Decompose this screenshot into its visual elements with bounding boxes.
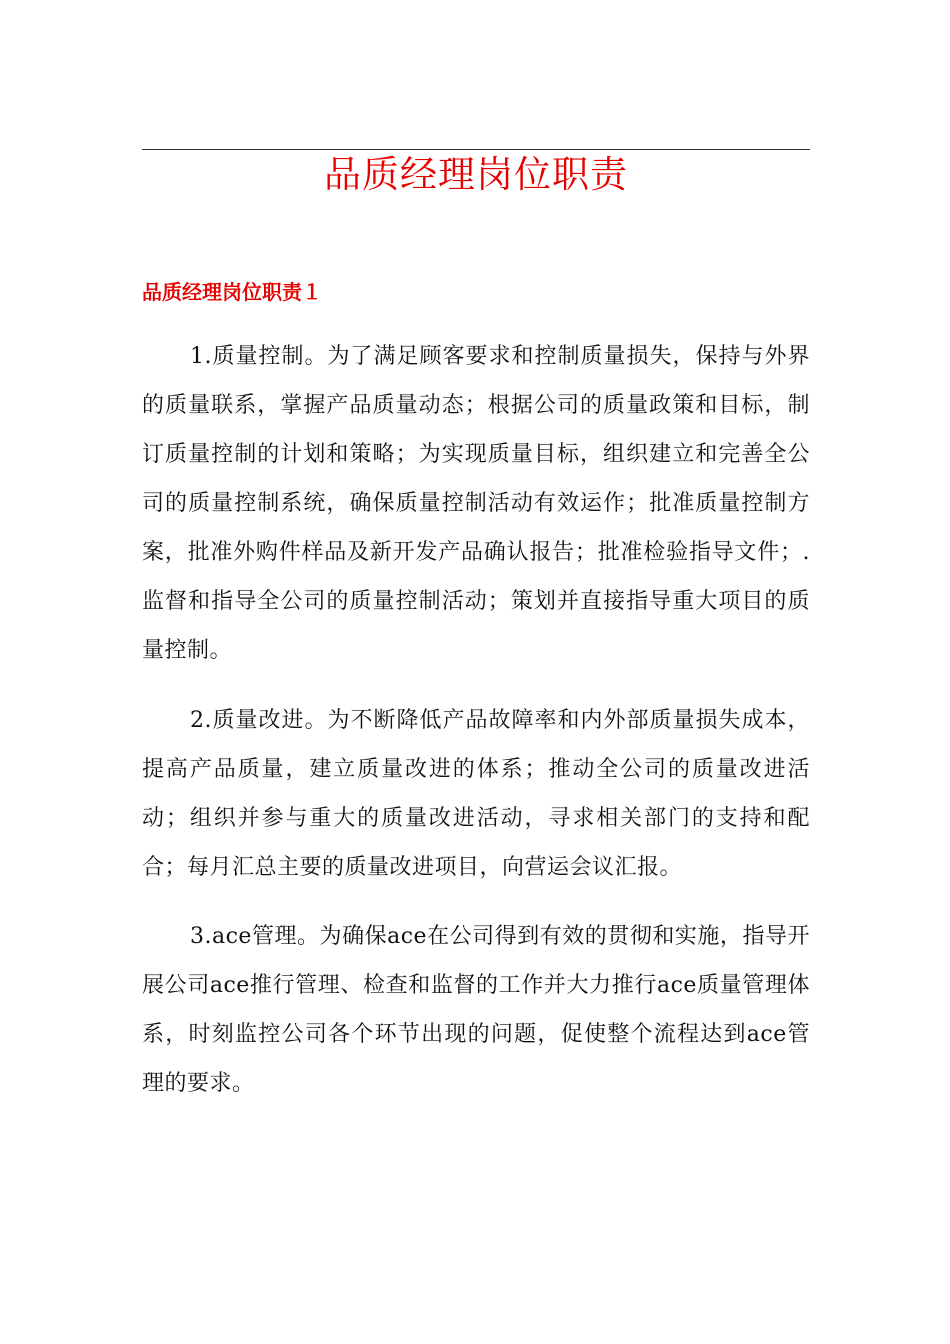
section-heading: 品质经理岗位职责１ (142, 280, 322, 304)
paragraph-quality-control: 1.质量控制。为了满足顾客要求和控制质量损失，保持与外界的质量联系，掌握产品质量动态；根据公司的质量政策和目标，制订质量控制的计划和策略；为实现质量目标，组织建立和完善全公司的质量控制系统，确保质量控制活动有效运作；批准质量控制方案，批准外购件样品及新开发产品确认报告；批准检验指导文件；.监督和指导全公司的质量控制活动；策划并直接指导重大项目的质量控制。 (142, 344, 810, 663)
paragraph-quality-improvement: 2.质量改进。为不断降低产品故障率和内外部质量损失成本，提高产品质量，建立质量改进的体系；推动全公司的质量改进活动；组织并参与重大的质量改进活动，寻求相关部门的支持和配合；每月汇总主要的质量改进项目，向营运会议汇报。 (142, 708, 810, 880)
page-title: 品质经理岗位职责 (324, 153, 628, 196)
paragraph-ace-management: 3.ace管理。为确保ace在公司得到有效的贯彻和实施，指导开展公司ace推行管理、检查和监督的工作并大力推行ace质量管理体系，时刻监控公司各个环节出现的问题，促使整个流程达到ace管理的要求。 (142, 924, 810, 1096)
